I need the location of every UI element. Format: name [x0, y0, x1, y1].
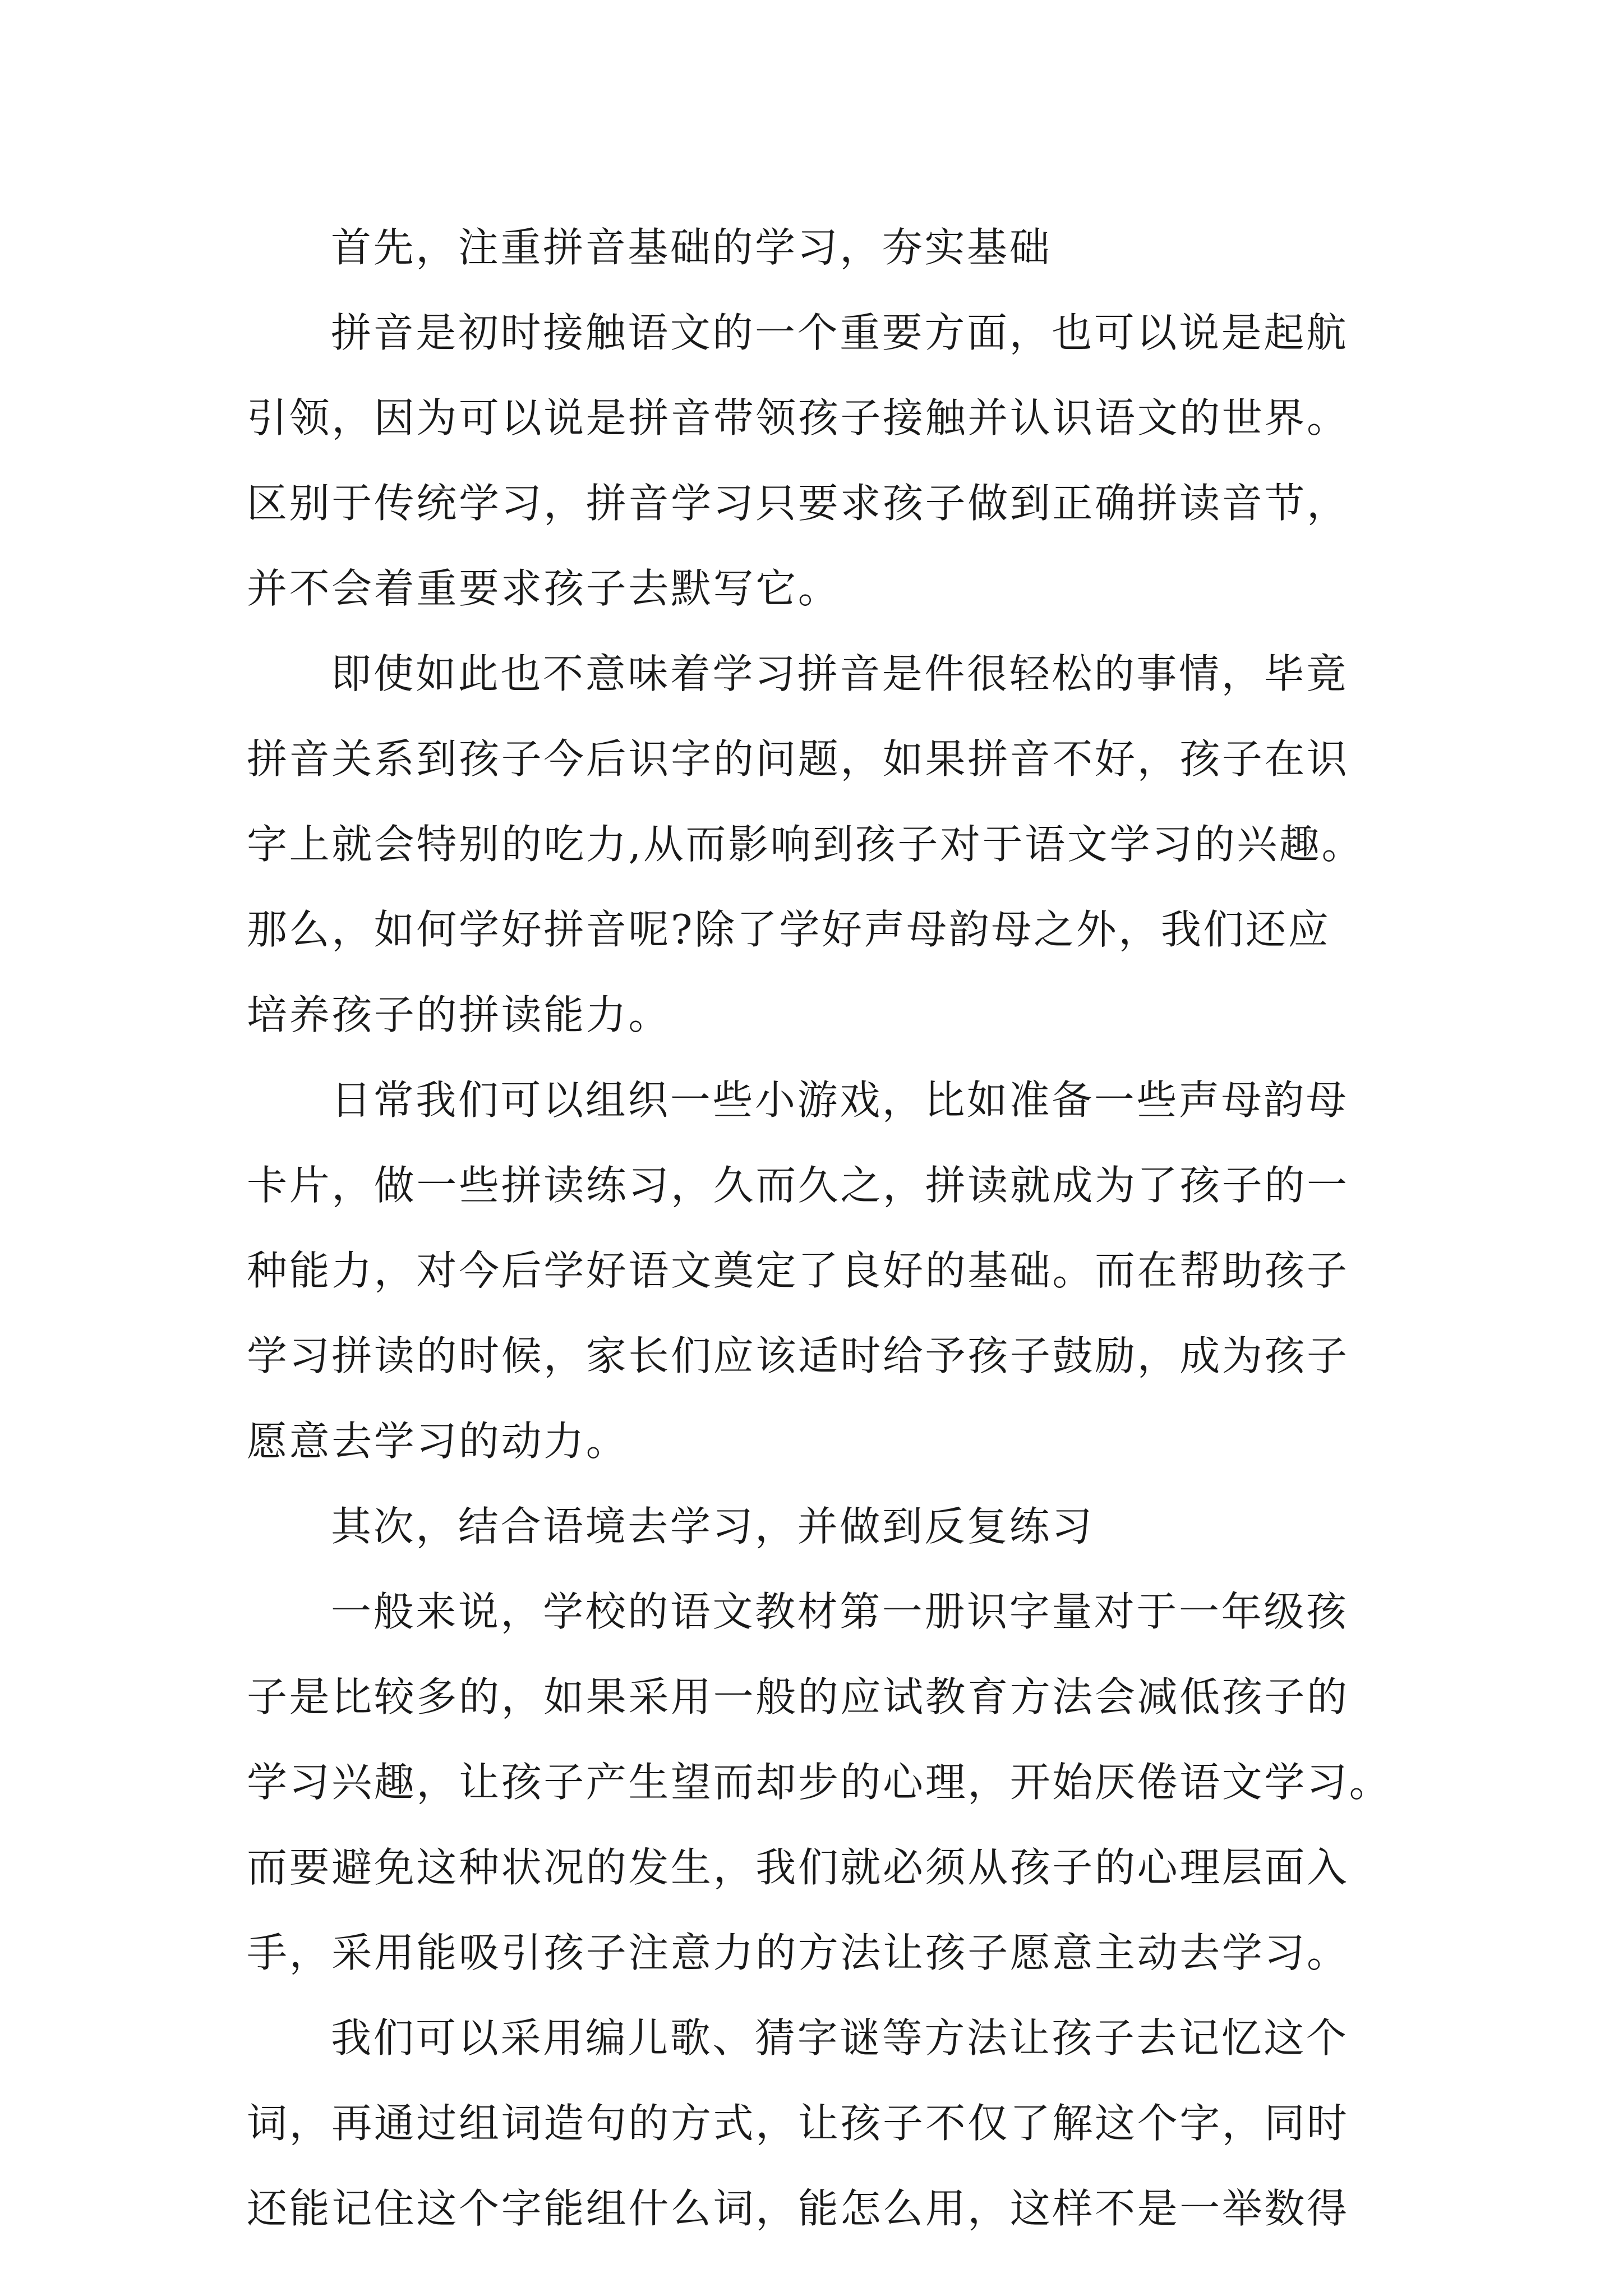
text-line: 子是比较多的，如果采用一般的应试教育方法会减低孩子的 — [247, 1673, 1349, 1720]
text-line: 种能力，对今后学好语文奠定了良好的基础。而在帮助孩子 — [247, 1247, 1349, 1294]
text-line: 培养孩子的拼读能力。 — [247, 991, 671, 1038]
text-line: 卡片，做一些拼读练习，久而久之，拼读就成为了孩子的一 — [247, 1162, 1349, 1209]
text-line: 手，采用能吸引孩子注意力的方法让孩子愿意主动去学习。 — [247, 1929, 1349, 1976]
text-line: 一般来说，学校的语文教材第一册识字量对于一年级孩 — [331, 1588, 1349, 1635]
text-line: 我们可以采用编儿歌、猜字谜等方法让孩子去记忆这个 — [331, 2014, 1349, 2062]
text-line: 拼音是初时接触语文的一个重要方面，也可以说是起航 — [331, 309, 1349, 356]
document-body — [247, 205, 1391, 2251]
text-line: 愿意去学习的动力。 — [247, 1418, 629, 1465]
text-line-heading-1: 首先，注重拼音基础的学习，夯实基础 — [331, 224, 1052, 271]
text-line: 学习兴趣，让孩子产生望而却步的心理，开始厌倦语文学习。 — [247, 1759, 1392, 1806]
text-line: 而要避免这种状况的发生，我们就必须从孩子的心理层面入 — [247, 1844, 1349, 1891]
text-line: 即使如此也不意味着学习拼音是件很轻松的事情，毕竟 — [331, 650, 1349, 697]
text-line: 区别于传统学习，拼音学习只要求孩子做到正确拼读音节， — [247, 480, 1349, 527]
text-line: 那么，如何学好拼音呢?除了学好声母韵母之外，我们还应 — [247, 906, 1331, 953]
text-line: 还能记住这个字能组什么词，能怎么用，这样不是一举数得 — [247, 2185, 1349, 2232]
text-line: 拼音关系到孩子今后识字的问题，如果拼音不好，孩子在识 — [247, 735, 1349, 783]
text-line: 字上就会特别的吃力,从而影响到孩子对于语文学习的兴趣。 — [247, 821, 1364, 868]
text-line: 并不会着重要求孩子去默写它。 — [247, 565, 841, 612]
text-line: 词，再通过组词造句的方式，让孩子不仅了解这个字，同时 — [247, 2100, 1349, 2147]
text-line: 学习拼读的时候，家长们应该适时给予孩子鼓励，成为孩子 — [247, 1332, 1349, 1379]
text-line-heading-2: 其次，结合语境去学习，并做到反复练习 — [331, 1503, 1094, 1550]
text-line: 日常我们可以组织一些小游戏，比如准备一些声母韵母 — [331, 1076, 1349, 1124]
text-line: 引领，因为可以说是拼音带领孩子接触并认识语文的世界。 — [247, 394, 1349, 441]
